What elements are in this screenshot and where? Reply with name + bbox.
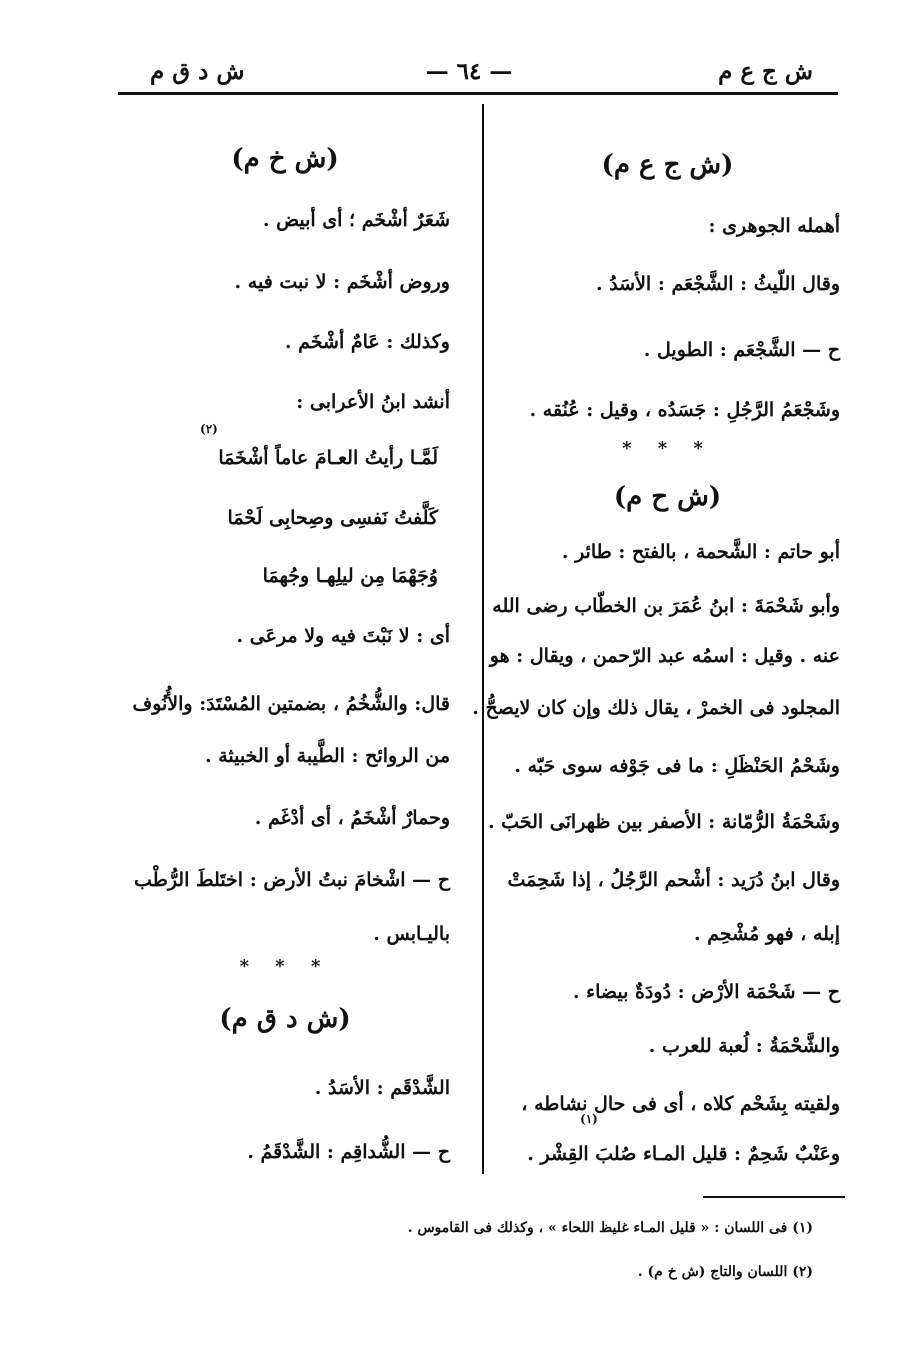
text-line: إبله ، فهو مُشْحِم .	[694, 923, 840, 945]
running-header-left: ش د ق م	[150, 58, 245, 85]
page-number: — ٦٤ —	[425, 58, 513, 85]
text-line: وشَحْمَةُ الرُّمّانة : الأصفر بين ظهرانَى الحَبّ .	[487, 811, 840, 833]
text-line: وكذلك : عَامٌ أشْخَم .	[284, 331, 450, 353]
footnote-marker: (١)	[580, 1112, 598, 1126]
footnote-marker: (٢)	[200, 422, 218, 436]
text-line: أبو حاتم : الشَّحمة ، بالفتح : طائر .	[561, 541, 840, 563]
text-line: ح — شَحْمَة الأرْض : دُودَةٌ بيضاء .	[572, 981, 840, 1003]
text-line: وحمارٌ أشْخَمُ ، أى أدْغَم .	[254, 807, 450, 829]
text-line: ح — الشَّجْعَم : الطويل .	[643, 339, 840, 361]
column-divider	[482, 104, 484, 1174]
text-line: وشَجْعَمُ الرَّجُلِ : جَسَدُه ، وقيل : عُنُقه .	[529, 399, 840, 421]
entry-heading: (ش د ق م)	[219, 1004, 351, 1034]
entry-heading: (ش ج ع م)	[601, 150, 734, 180]
text-line: أهمله الجوهرى :	[708, 215, 840, 237]
text-line: ح — الشُّداقِم : الشَّدْقَمُ .	[247, 1141, 450, 1163]
text-line: والشَّحْمَةُ : لُعبة للعرب .	[648, 1035, 840, 1057]
footnote-2: (٢) اللسان والتاج (ش خ م) .	[637, 1264, 813, 1280]
verse-line: وُجَهْمَا مِن ليلِهـا وجُهمَا	[262, 565, 438, 587]
header-rule	[118, 92, 838, 95]
text-line: شَعَرٌ أشْخَم ؛ أى أبيض .	[262, 209, 450, 231]
section-separator: * * *	[239, 956, 331, 977]
entry-heading: (ش خ م)	[231, 144, 339, 174]
text-line: وأبو شَحْمَةَ : ابنُ عُمَرَ بن الخطّاب رضى الله	[492, 595, 840, 617]
text-line: وعَنْبٌ شَحِمٌ : قليل المـاء صُلبَ القِشْر .	[527, 1143, 840, 1165]
text-line: وقال اللّيثُ : الشَّجْعَم : الأسَدُ .	[595, 273, 840, 295]
text-line: أنشد ابنُ الأعرابى :	[296, 391, 450, 413]
running-header-right: ش ج ع م	[718, 58, 813, 85]
text-line: عنه . وقيل : اسمُه عبد الرّحمن ، ويقال : هو	[489, 645, 840, 667]
section-separator: * * *	[622, 438, 713, 459]
text-line: باليـابس .	[373, 923, 450, 945]
footnote-rule	[703, 1196, 845, 1198]
text-line: من الروائح : الطَّيبة أو الخبيثة .	[205, 745, 450, 767]
text-line: المجلود فى الخمرْ ، يقال ذلك وإن كان لايصحُّ .	[472, 697, 840, 719]
text-line: وقال ابنُ دُرَيد : أشْحم الرَّجُلُ ، إذا شَحِمَتْ	[507, 869, 840, 891]
text-line: وشَحْمُ الحَنْظَلِ : ما فى جَوْفه سوى حَبّه .	[514, 755, 840, 777]
footnote-1: (١) فى اللسان : « قليل المـاء غليظ اللحاء » ، وكذلك فى القاموس .	[407, 1220, 813, 1236]
entry-heading: (ش ح م)	[613, 482, 722, 512]
text-line: ح — اشْخامَ نبتُ الأرض : اختَلطَ الرُّطْب	[134, 869, 450, 891]
text-line: الشَّدْقَم : الأسَدُ .	[314, 1077, 450, 1099]
text-line: أى : لا نَبْتَ فيه ولا مرعَى .	[236, 625, 450, 647]
text-line: وروض أشْخَم : لا نبت فيه .	[234, 271, 450, 293]
verse-line: كَلَّفتُ نَفسِى وصِحابِى لَحْمَا	[227, 507, 438, 529]
text-line: ولقيته بِشَحْم كلاه ، أى فى حال نشاطه ،	[521, 1093, 840, 1115]
text-line: قال: والشُّخُمُ ، بضمتين المُسْتَدَ: والأُنُوف	[132, 693, 450, 715]
verse-line: لَمَّـا رأيتُ العـامَ عاماً أشْخَمَا	[218, 447, 438, 469]
